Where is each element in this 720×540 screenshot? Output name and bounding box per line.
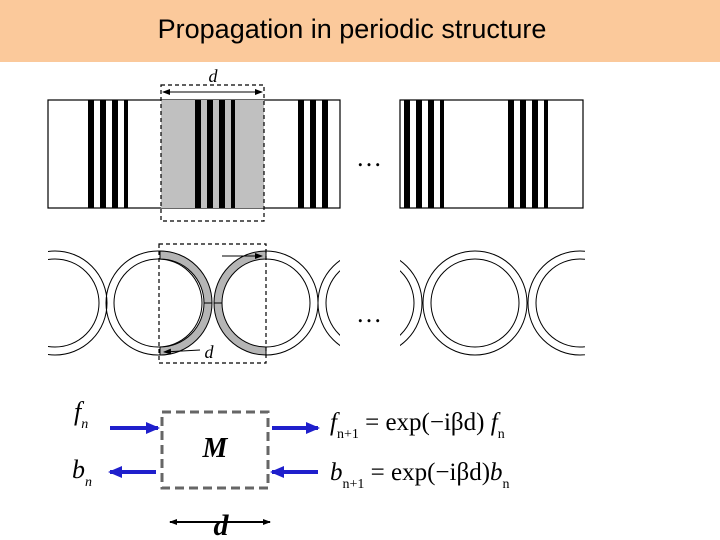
period-label-rings: d	[204, 342, 214, 362]
grating-structure	[48, 66, 583, 221]
highlighted-ring	[160, 251, 212, 355]
backward-output-equation: $b_{n+1} = \exp(-i\beta d)b_n$	[330, 459, 510, 492]
ring	[423, 251, 527, 355]
period-label-bottom: d	[213, 509, 229, 540]
grating-right-panel	[400, 100, 583, 208]
ring-chain	[3, 244, 632, 363]
forward-output-equation: $f_{n+1} = \exp(-i\beta d)$ $f_n$	[330, 409, 505, 442]
matrix-label: M	[202, 433, 228, 464]
backward-input-label: $b_n$	[72, 455, 92, 490]
ring	[528, 251, 632, 355]
forward-input-label: $f_n$	[74, 397, 89, 432]
bar-group	[298, 100, 328, 208]
slide-title: Propagation in periodic structure	[157, 14, 547, 44]
transfer-matrix-block	[72, 397, 510, 540]
period-label-top: d	[208, 66, 218, 86]
ellipsis-rings: …	[356, 299, 382, 328]
ellipsis-top: …	[356, 143, 382, 172]
ring	[3, 251, 107, 355]
